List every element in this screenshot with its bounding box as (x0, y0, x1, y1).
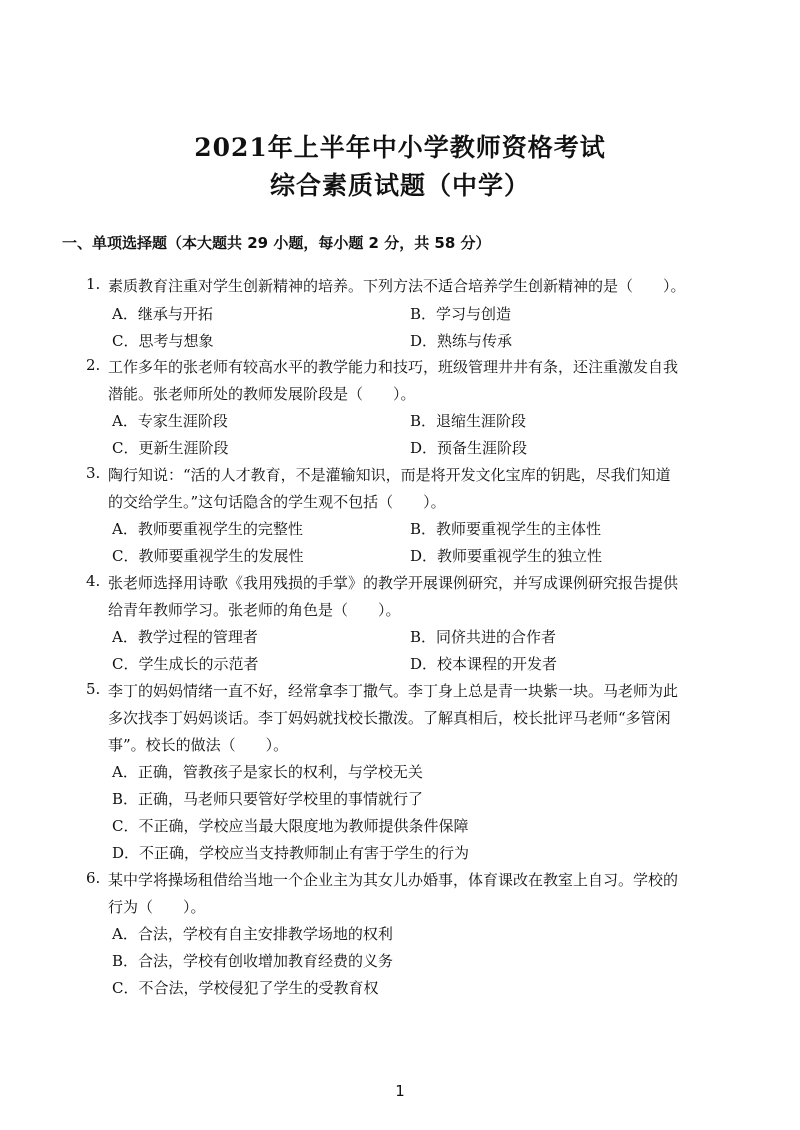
section-header: 一、单项选择题（本大题共 29 小题，每小题 2 分，共 58 分） (62, 234, 491, 252)
page-number: 1 (395, 1082, 405, 1100)
option-b: B．合法，学校有创收增加教育经费的义务 (112, 952, 394, 970)
option-c: C．思考与想象 (112, 332, 214, 350)
question-stem-line: 给青年教师学习。张老师的角色是（ ）。 (108, 601, 401, 619)
question-stem-line: 素质教育注重对学生创新精神的培养。下列方法不适合培养学生创新精神的是（ ）。 (108, 277, 686, 295)
option-a: A．继承与开拓 (112, 305, 213, 323)
option-b: B．退缩生涯阶段 (410, 412, 527, 430)
option-b: B．学习与创造 (410, 305, 512, 323)
question-stem-line: 事”。校长的做法（ ）。 (108, 736, 289, 754)
question-stem-line: 多次找李丁妈妈谈话。李丁妈妈就找校长撒泼。了解真相后，校长批评马老师“多管闲 (108, 709, 671, 727)
option-a: A．合法，学校有自主安排教学场地的权利 (112, 925, 393, 943)
option-a: A．教学过程的管理者 (112, 628, 258, 646)
exam-title-line-1: 2021年上半年中小学教师资格考试 (194, 133, 606, 162)
option-c: C．不正确，学校应当最大限度地为教师提供条件保障 (112, 817, 469, 835)
question-stem-line: 张老师选择用诗歌《我用残损的手掌》的教学开展课例研究，并写成课例研究报告提供 (108, 574, 679, 592)
option-b: B．同侪共进的合作者 (410, 628, 557, 646)
exam-title-line-2: 综合素质试题（中学） (269, 171, 530, 200)
option-b: B．正确，马老师只要管好学校里的事情就行了 (112, 790, 424, 808)
question-number: 4. (86, 572, 101, 590)
question-stem-line: 某中学将操场租借给当地一个企业主为其女儿办婚事，体育课改在教室上自习。学校的 (108, 871, 679, 889)
question-number: 2. (86, 356, 101, 374)
option-c: C．更新生涯阶段 (112, 439, 229, 457)
question-stem-line: 李丁的妈妈情绪一直不好，经常拿李丁撒气。李丁身上总是青一块紫一块。马老师为此 (108, 682, 679, 700)
option-d: D．教师要重视学生的独立性 (410, 547, 603, 565)
question-stem-line: 陶行知说：“活的人才教育，不是灌输知识，而是将开发文化宝库的钥匙，尽我们知道 (108, 466, 671, 484)
question-number: 3. (86, 464, 101, 482)
option-a: A．专家生涯阶段 (112, 412, 228, 430)
option-c: C．不合法，学校侵犯了学生的受教育权 (112, 979, 379, 997)
option-d: D．熟练与传承 (410, 332, 513, 350)
option-b: B．教师要重视学生的主体性 (410, 520, 602, 538)
option-d: D．预备生涯阶段 (410, 439, 528, 457)
option-c: C．教师要重视学生的发展性 (112, 547, 304, 565)
question-number: 6. (86, 869, 101, 887)
question-stem-line: 的交给学生。”这句话隐含的学生观不包括（ ）。 (108, 493, 446, 511)
option-a: A．教师要重视学生的完整性 (112, 520, 303, 538)
question-number: 5. (86, 680, 101, 698)
option-c: C．学生成长的示范者 (112, 655, 259, 673)
question-stem-line: 工作多年的张老师有较高水平的教学能力和技巧，班级管理井井有条，还注重激发自我 (108, 358, 679, 376)
option-d: D．不正确，学校应当支持教师制止有害于学生的行为 (112, 844, 470, 862)
option-d: D．校本课程的开发者 (410, 655, 558, 673)
question-stem-line: 行为（ ）。 (108, 898, 206, 916)
option-a: A．正确，管教孩子是家长的权利，与学校无关 (112, 763, 423, 781)
question-stem-line: 潜能。张老师所处的教师发展阶段是（ ）。 (108, 385, 416, 403)
question-number: 1. (86, 275, 101, 293)
